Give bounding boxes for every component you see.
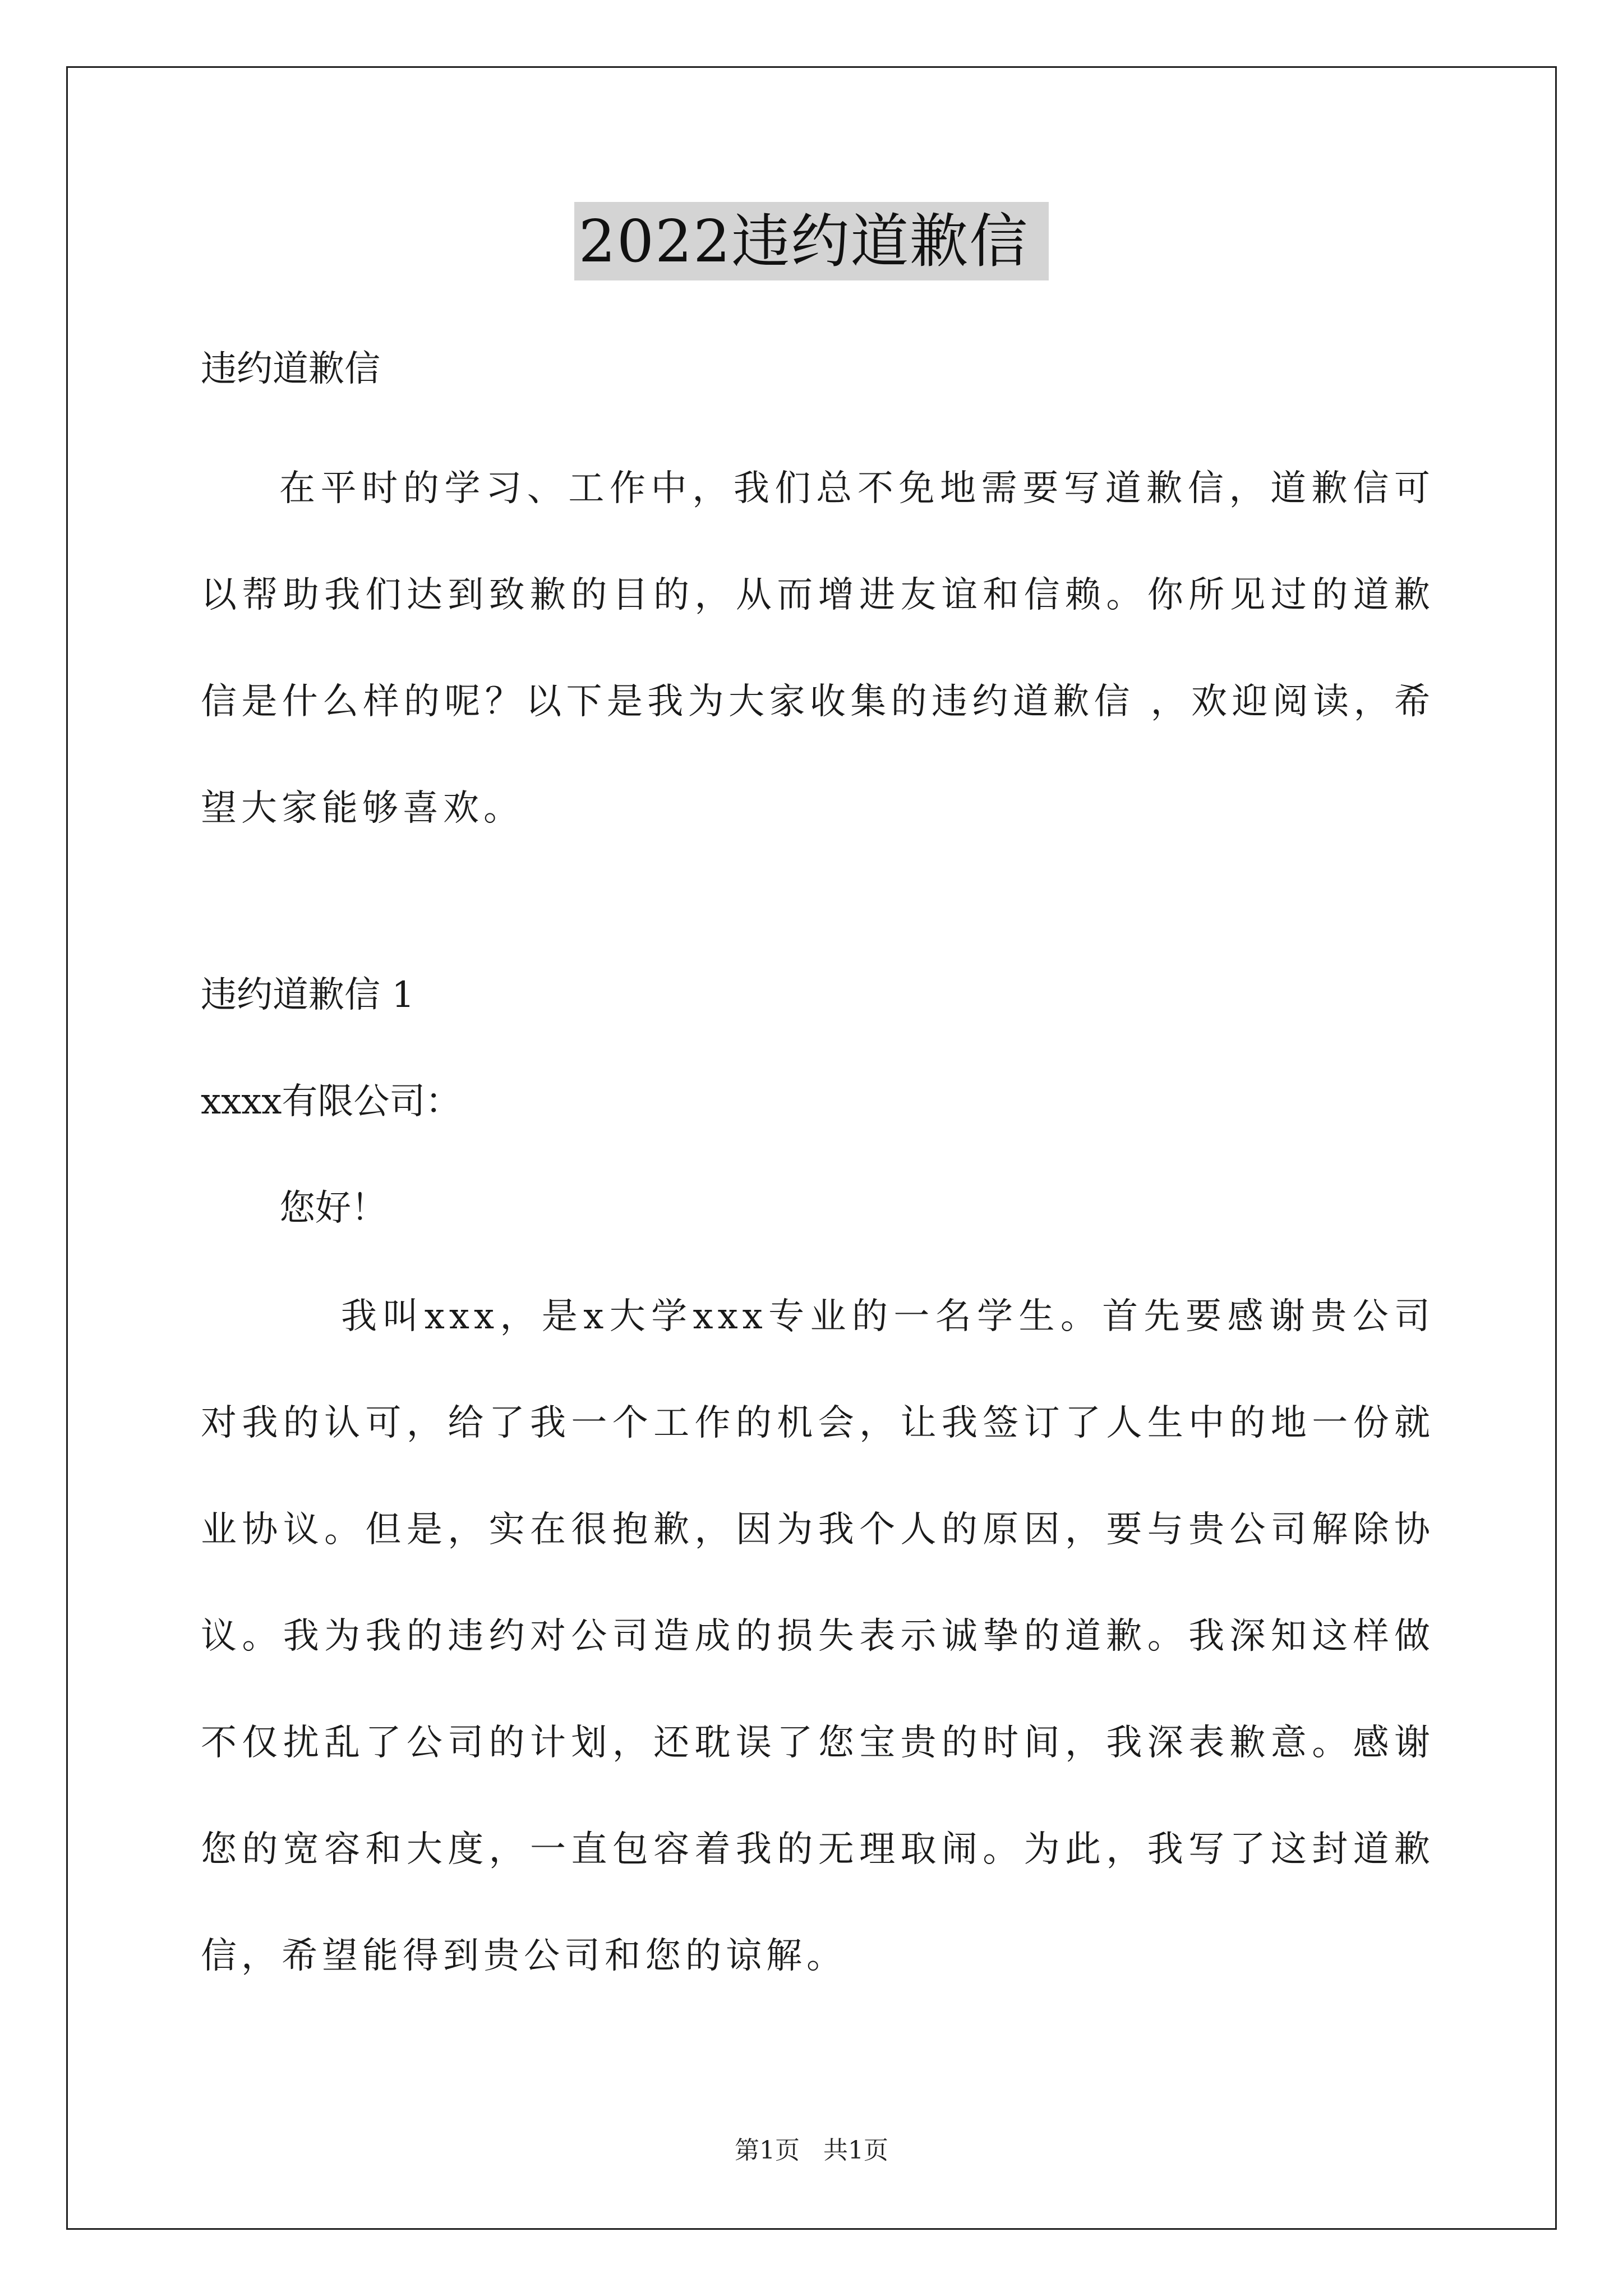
salutation: xxxx有限公司： <box>201 1081 462 1122</box>
body-paragraph: 我叫xxx，是x大学xxx专业的一名学生。首先要感谢贵公司对我的认可，给了我一个工作的机会，让我签订了人生中的地一份就业协议。但是，实在很抱歉，因为我个人的原因，要与贵公司解除协议。我为我的违约对公司造成的损失表示诚挚的道歉。我深知这样做不仅扰乱了公司的计划，还耽误了您宝贵的时间，我深表歉意。感谢您的宽容和大度，一直包容着我的无理取闹。为此，我写了这封道歉信，希望能得到贵公司和您的谅解。 <box>201 1296 1435 1977</box>
intro-paragraph: 在平时的学习、工作中，我们总不免地需要写道歉信，道歉信可以帮助我们达到致歉的目的，从而增进友谊和信赖。你所见过的道歉信是什么样的呢？以下是我为大家收集的违约道歉信 ，欢迎阅读，希望大家能够喜欢。 <box>201 468 1435 829</box>
greeting: 您好！ <box>279 1188 387 1229</box>
page-number: 第1页 <box>735 2136 800 2165</box>
title-container <box>0 202 1623 280</box>
section-heading: 违约道歉信 1 <box>201 974 415 1016</box>
document-title: 2022违约道歉信 <box>574 202 1049 280</box>
page-total: 共1页 <box>823 2136 888 2165</box>
page-footer <box>0 2134 1623 2168</box>
document-body <box>201 342 1435 2009</box>
subtitle: 违约道歉信 <box>201 348 380 390</box>
